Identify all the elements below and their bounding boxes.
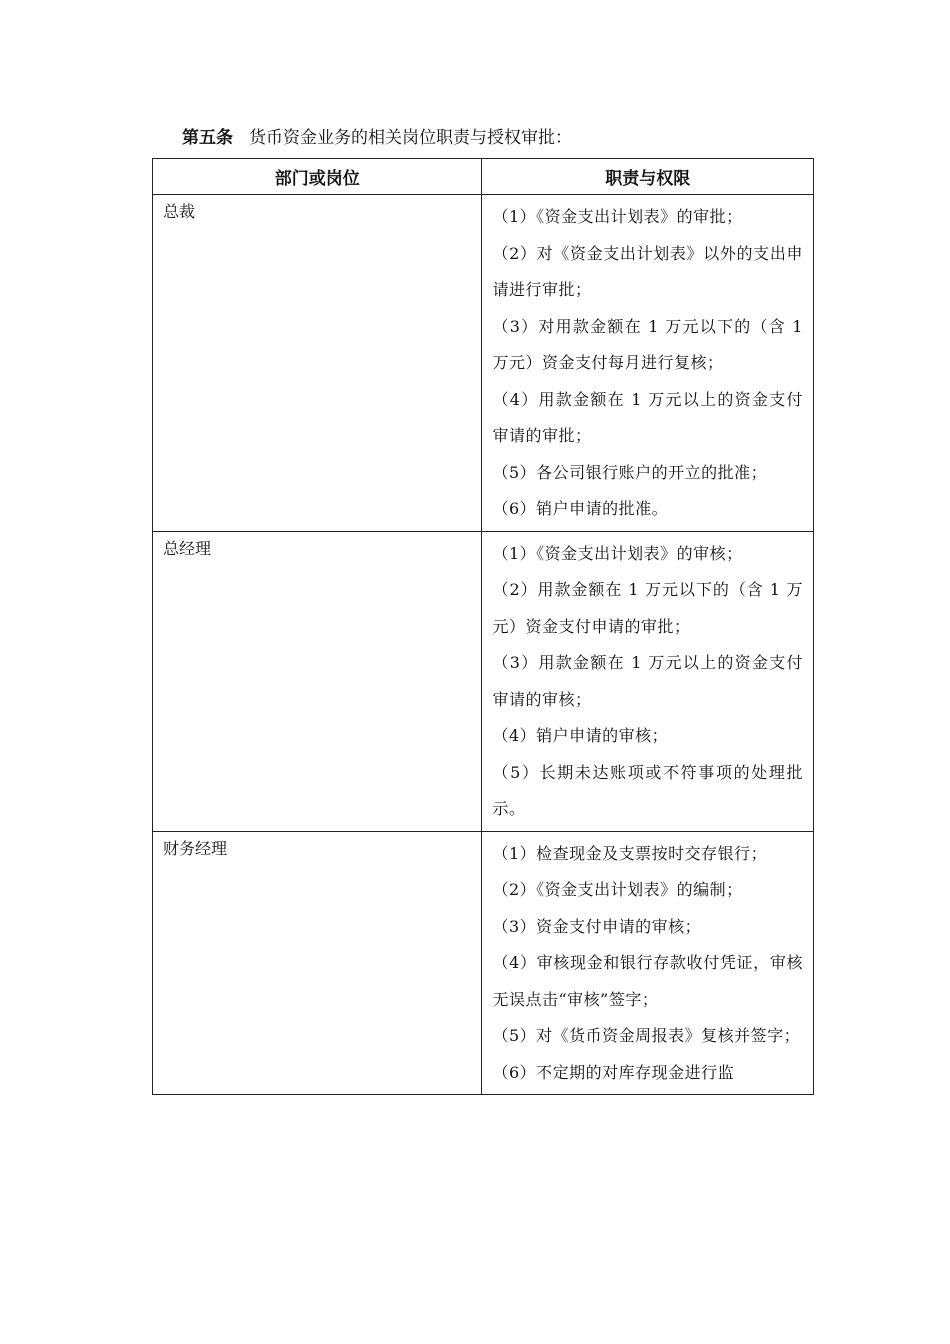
duty-item: （2）用款金额在 1 万元以下的（含 1 万元）资金支付申请的审批；	[492, 580, 803, 636]
duty-cell	[482, 831, 814, 1095]
dept-cell: 总经理	[153, 531, 482, 831]
dept-cell: 财务经理	[153, 831, 482, 1095]
article-number: 第五条	[182, 128, 233, 148]
duty-item: （1）检查现金及支票按时交存银行；	[492, 843, 768, 863]
duty-authority-table	[152, 158, 814, 1095]
article-heading	[182, 124, 572, 152]
dept-cell: 总裁	[153, 195, 482, 532]
duty-item: （3）资金支付申请的审核；	[492, 916, 702, 936]
duty-cell	[482, 195, 814, 532]
duty-item: （5）各公司银行账户的开立的批准；	[492, 462, 768, 482]
duty-item: （6）销户申请的批准。	[492, 499, 669, 518]
duty-item: （3）对用款金额在 1 万元以下的（含 1 万元）资金支付每月进行复核；	[492, 316, 803, 372]
duty-item: （4）销户申请的审核；	[492, 726, 669, 745]
duty-item: （2）《资金支出计划表》的编制；	[492, 880, 743, 899]
table-row-general-manager	[153, 531, 814, 831]
duty-item: （4）审核现金和银行存款收付凭证，审核无误点击“审核”签字；	[492, 953, 803, 1009]
header-department: 部门或岗位	[153, 159, 482, 195]
article-title: 货币资金业务的相关岗位职责与授权审批：	[249, 128, 572, 148]
table-row-president	[153, 195, 814, 532]
duty-item: （1）《资金支出计划表》的审核；	[492, 543, 743, 563]
duty-item: （5）长期未达账项或不符事项的处理批示。	[492, 762, 803, 818]
duty-item: （2）对《资金支出计划表》以外的支出申请进行审批；	[492, 243, 803, 299]
table-header-row	[153, 159, 814, 195]
table-row-finance-manager	[153, 831, 814, 1095]
duty-item: （6）不定期的对库存现金进行监	[492, 1062, 735, 1082]
duty-item: （1）《资金支出计划表》的审批；	[492, 207, 743, 226]
duty-item: （4）用款金额在 1 万元以上的资金支付审请的审批；	[492, 389, 803, 445]
duty-item: （3）用款金额在 1 万元以上的资金支付审请的审核；	[492, 653, 803, 709]
duty-cell	[482, 531, 814, 831]
duty-item: （5）对《货币资金周报表》复核并签字；	[492, 1026, 801, 1045]
header-duties: 职责与权限	[482, 159, 814, 195]
